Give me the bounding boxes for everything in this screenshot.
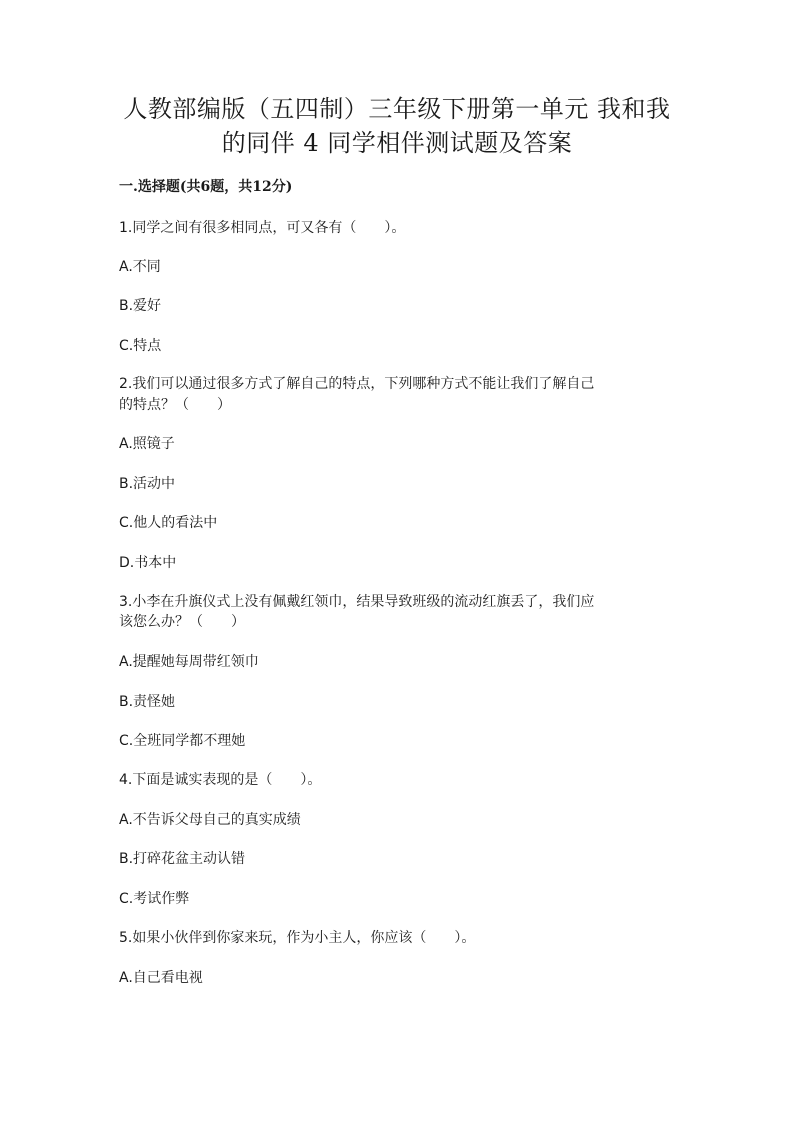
question-1-option-a: A.不同	[119, 259, 161, 275]
question-2-option-c: C.他人的看法中	[119, 515, 218, 531]
question-4-option-b: B.打碎花盆主动认错	[119, 851, 246, 867]
question-2-option-d: D.书本中	[119, 555, 177, 571]
question-2-stem-line-1: 2.我们可以通过很多方式了解自己的特点，下列哪种方式不能让我们了解自己	[119, 376, 595, 392]
question-4-option-c: C.考试作弊	[119, 891, 190, 907]
title-line-1: 人教部编版（五四制）三年级下册第一单元 我和我	[123, 95, 671, 123]
question-3-option-b: B.责怪她	[119, 694, 176, 710]
document-title	[110, 92, 684, 160]
question-3-stem-line-2: 该您么办？（ ）	[119, 614, 245, 630]
question-4-stem: 4.下面是诚实表现的是（ ）。	[119, 772, 322, 788]
question-1-option-c: C.特点	[119, 338, 162, 354]
question-2-option-a: A.照镜子	[119, 436, 175, 452]
question-3-option-c: C.全班同学都不理她	[119, 733, 246, 749]
question-2-stem-line-2: 的特点？（ ）	[119, 397, 231, 413]
question-2-option-b: B.活动中	[119, 476, 176, 492]
title-line-2: 的同伴 4 同学相伴测试题及答案	[221, 129, 573, 157]
question-4-option-a: A.不告诉父母自己的真实成绩	[119, 812, 301, 828]
question-1-option-b: B.爱好	[119, 298, 162, 314]
question-3-option-a: A.提醒她每周带红领巾	[119, 654, 259, 670]
question-5-option-a: A.自己看电视	[119, 970, 203, 986]
section-heading: 一.选择题(共6题，共12分)	[119, 179, 293, 195]
question-3-stem-line-1: 3.小李在升旗仪式上没有佩戴红领巾，结果导致班级的流动红旗丢了，我们应	[119, 594, 595, 610]
question-5-stem: 5.如果小伙伴到你家来玩，作为小主人，你应该（ ）。	[119, 930, 476, 946]
question-1-stem: 1.同学之间有很多相同点，可又各有（ ）。	[119, 220, 406, 236]
